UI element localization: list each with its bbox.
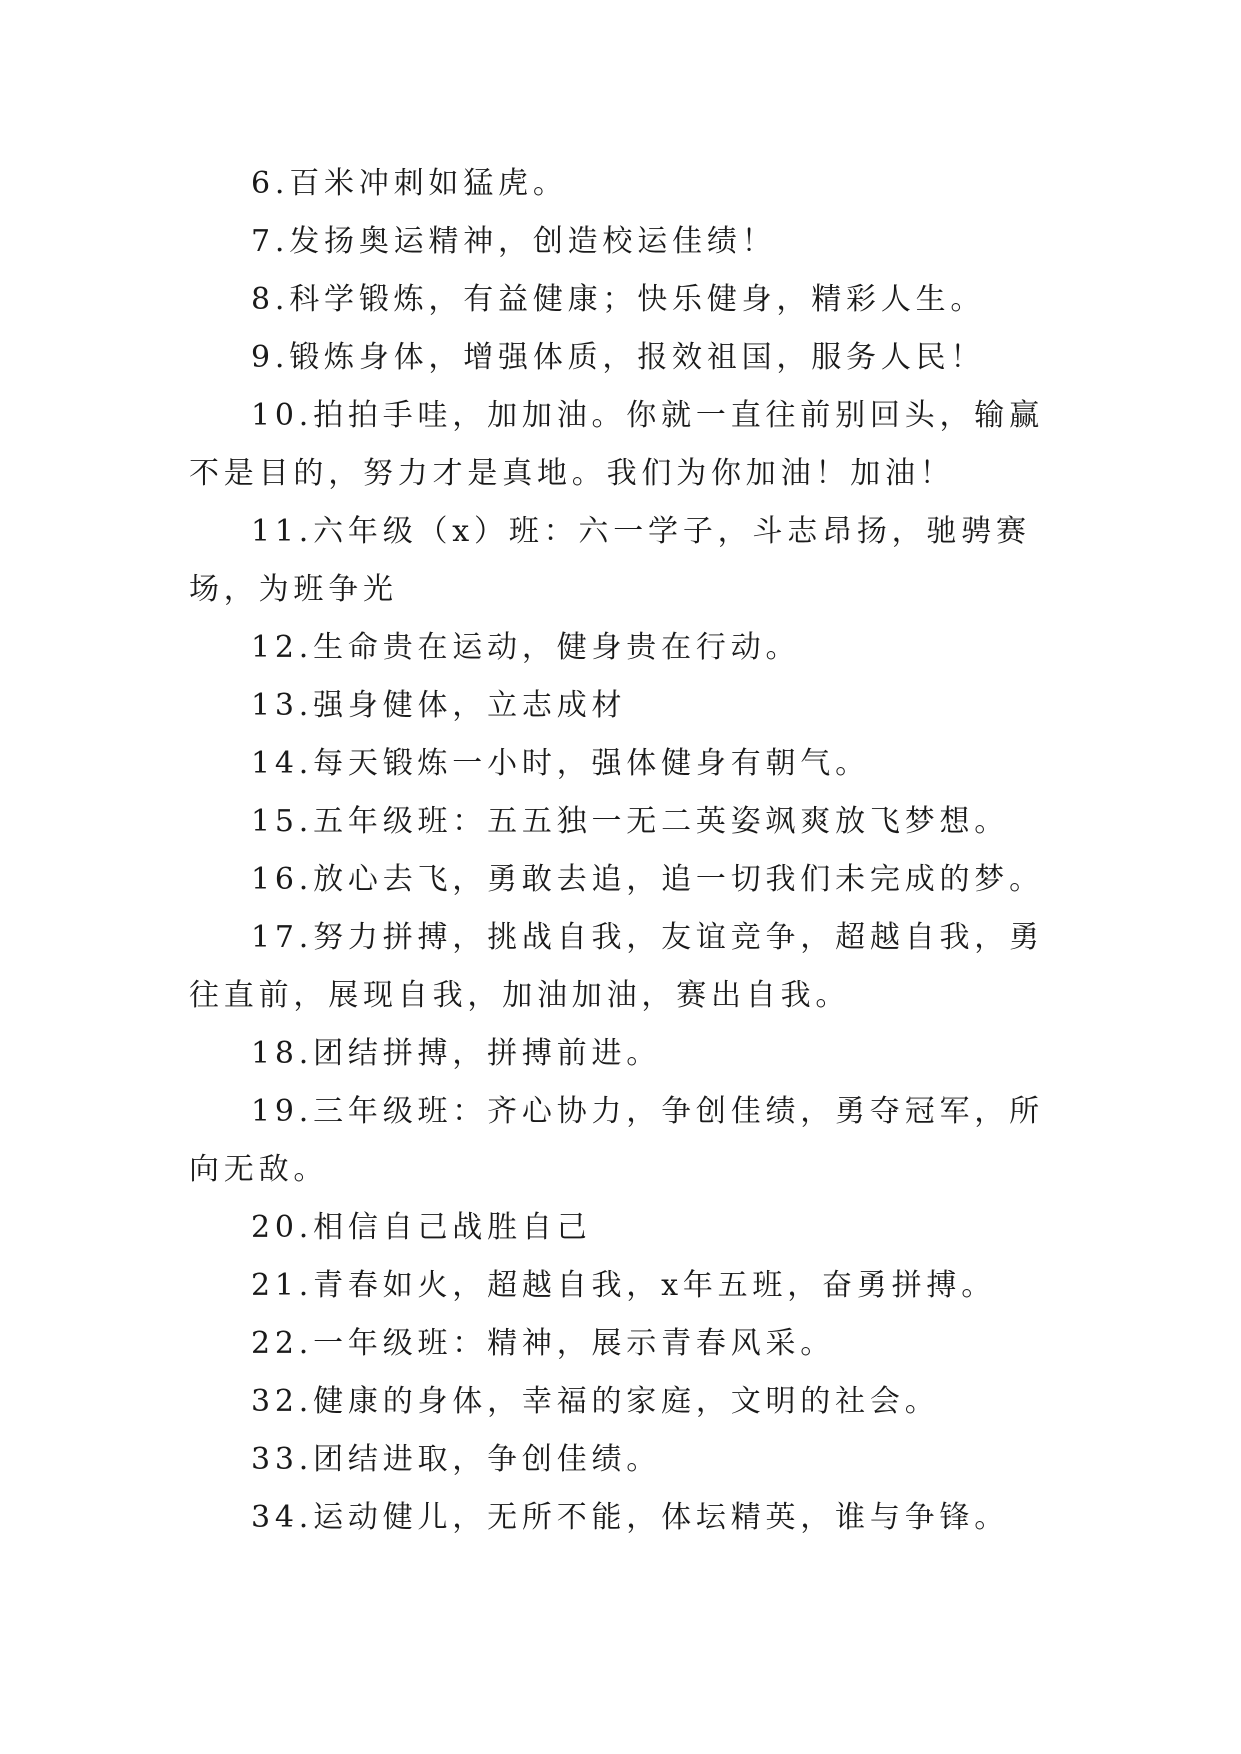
- list-item: 8.科学锻炼，有益健康；快乐健身，精彩人生。: [251, 282, 986, 317]
- list-item: 13.强身健体，立志成材: [251, 688, 627, 723]
- list-item: 20.相信自己战胜自己: [251, 1210, 592, 1245]
- list-item: 16.放心去飞，勇敢去追，追一切我们未完成的梦。: [251, 862, 1044, 897]
- list-item: 7.发扬奥运精神，创造校运佳绩！: [251, 224, 777, 259]
- list-item: 17.努力拼搏，挑战自我，友谊竞争，超越自我，勇往直前，展现自我，加油加油，赛出自我。: [189, 920, 1044, 1013]
- list-item: 19.三年级班：齐心协力，争创佳绩，勇夺冠军，所向无敌。: [189, 1094, 1044, 1187]
- list-item: 33.团结进取，争创佳绩。: [251, 1442, 662, 1477]
- list-item: 34.运动健儿，无所不能，体坛精英，谁与争锋。: [251, 1500, 1010, 1535]
- list-item: 6.百米冲刺如猛虎。: [251, 166, 568, 201]
- list-item: 21.青春如火，超越自我，x年五班，奋勇拼搏。: [251, 1268, 997, 1303]
- list-item: 9.锻炼身体，增强体质，报效祖国，服务人民！: [251, 340, 986, 375]
- list-item: 14.每天锻炼一小时，强体健身有朝气。: [251, 746, 870, 781]
- list-item: 10.拍拍手哇，加加油。你就一直往前别回头，输赢不是目的，努力才是真地。我们为你加油！加油！: [189, 398, 1044, 491]
- list-item: 12.生命贵在运动，健身贵在行动。: [251, 630, 801, 665]
- list-item: 11.六年级（x）班：六一学子，斗志昂扬，驰骋赛场，为班争光: [189, 514, 1031, 607]
- list-item: 15.五年级班：五五独一无二英姿飒爽放飞梦想。: [251, 804, 1010, 839]
- list-item: 18.团结拼搏，拼搏前进。: [251, 1036, 662, 1071]
- slogan-list: [189, 155, 1051, 1547]
- list-item: 32.健康的身体，幸福的家庭，文明的社会。: [251, 1384, 940, 1419]
- list-item: 22.一年级班：精神，展示青春风采。: [251, 1326, 836, 1361]
